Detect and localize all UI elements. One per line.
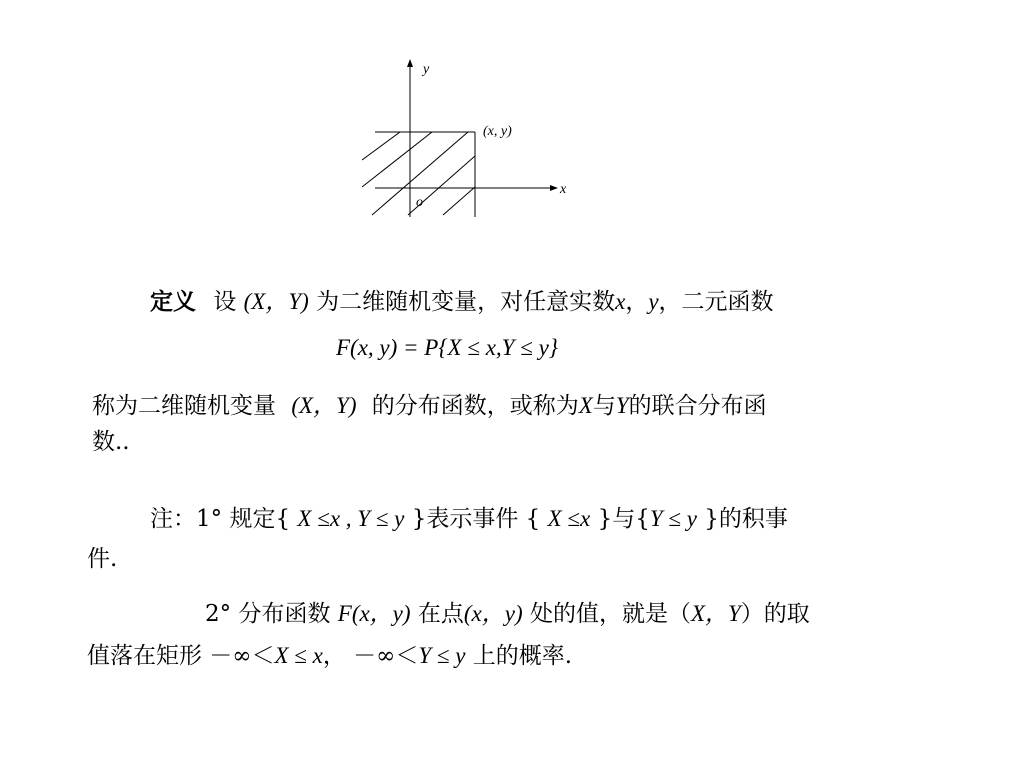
note1-mid-3: }的积事 (704, 506, 788, 532)
definition-text-1: 为二维随机变量，对任意实数 (316, 289, 616, 315)
definition-term: 定义 (150, 289, 196, 315)
note2-line2-d: Y ≤ y (418, 643, 466, 668)
line3-Y: Y (615, 393, 629, 418)
comma: ， (625, 289, 649, 315)
note2-xy: X，Y (690, 601, 741, 626)
definition-line-1 (150, 288, 774, 316)
note1-condition-3: Y ≤ y (649, 506, 697, 531)
note2-line2-e: 上的概率. (472, 643, 573, 669)
y-axis-arrow (407, 59, 413, 67)
x-axis-arrow (550, 185, 558, 191)
note2-prefix: 2° 分布函数 (205, 601, 331, 627)
note1-mid-2: }与{ (597, 506, 650, 532)
note2-point: (x，y) (463, 601, 523, 626)
note1-prefix: 注：1° 规定{ (150, 506, 291, 532)
line3-yu: 与 (592, 393, 616, 419)
x-axis-label: x (560, 182, 567, 197)
note2-text-2: 处的值，就是（ (529, 601, 691, 627)
note-2-line-1 (205, 600, 810, 628)
y-axis-label: y (423, 62, 430, 77)
line3-X: X (578, 393, 593, 418)
note2-text-3: ）的取 (740, 601, 810, 627)
note2-function: F(x，y) (337, 601, 411, 626)
var-x: x (615, 289, 626, 314)
distribution-region-diagram (350, 55, 590, 225)
note2-line2-a: 值落在矩形 －∞＜ (87, 643, 275, 669)
definition-line-3 (92, 392, 767, 420)
note1-condition-2: X ≤x (547, 506, 591, 531)
definition-text-2: ，二元函数 (658, 289, 774, 315)
note1-condition-1: X ≤x , Y ≤ y (297, 506, 405, 531)
line3-text-a: 称为二维随机变量 (92, 393, 276, 419)
random-vector: (X，Y) (243, 289, 309, 314)
definition-line-4: 数.. (92, 429, 130, 455)
note-1-line-1 (150, 505, 788, 533)
point-label: (x, y) (483, 124, 512, 139)
distribution-formula: F(x, y) = P{X ≤ x,Y ≤ y} (336, 335, 559, 360)
note-2-line-2 (87, 642, 572, 670)
note-1-line-2: 件. (87, 546, 118, 572)
note2-line2-c: ， －∞＜ (322, 643, 419, 669)
origin-label: o (416, 195, 423, 210)
note2-text-1: 在点 (417, 601, 464, 627)
note1-mid-1: }表示事件 { (411, 506, 541, 532)
line3-random-vector: (X，Y) (291, 393, 357, 418)
note2-line2-b: X ≤ x (274, 643, 323, 668)
line3-text-c: 的联合分布函 (628, 393, 767, 419)
line3-text-b: 的分布函数，或称为 (371, 393, 579, 419)
var-y: y (648, 289, 659, 314)
definition-intro: 设 (213, 289, 237, 315)
